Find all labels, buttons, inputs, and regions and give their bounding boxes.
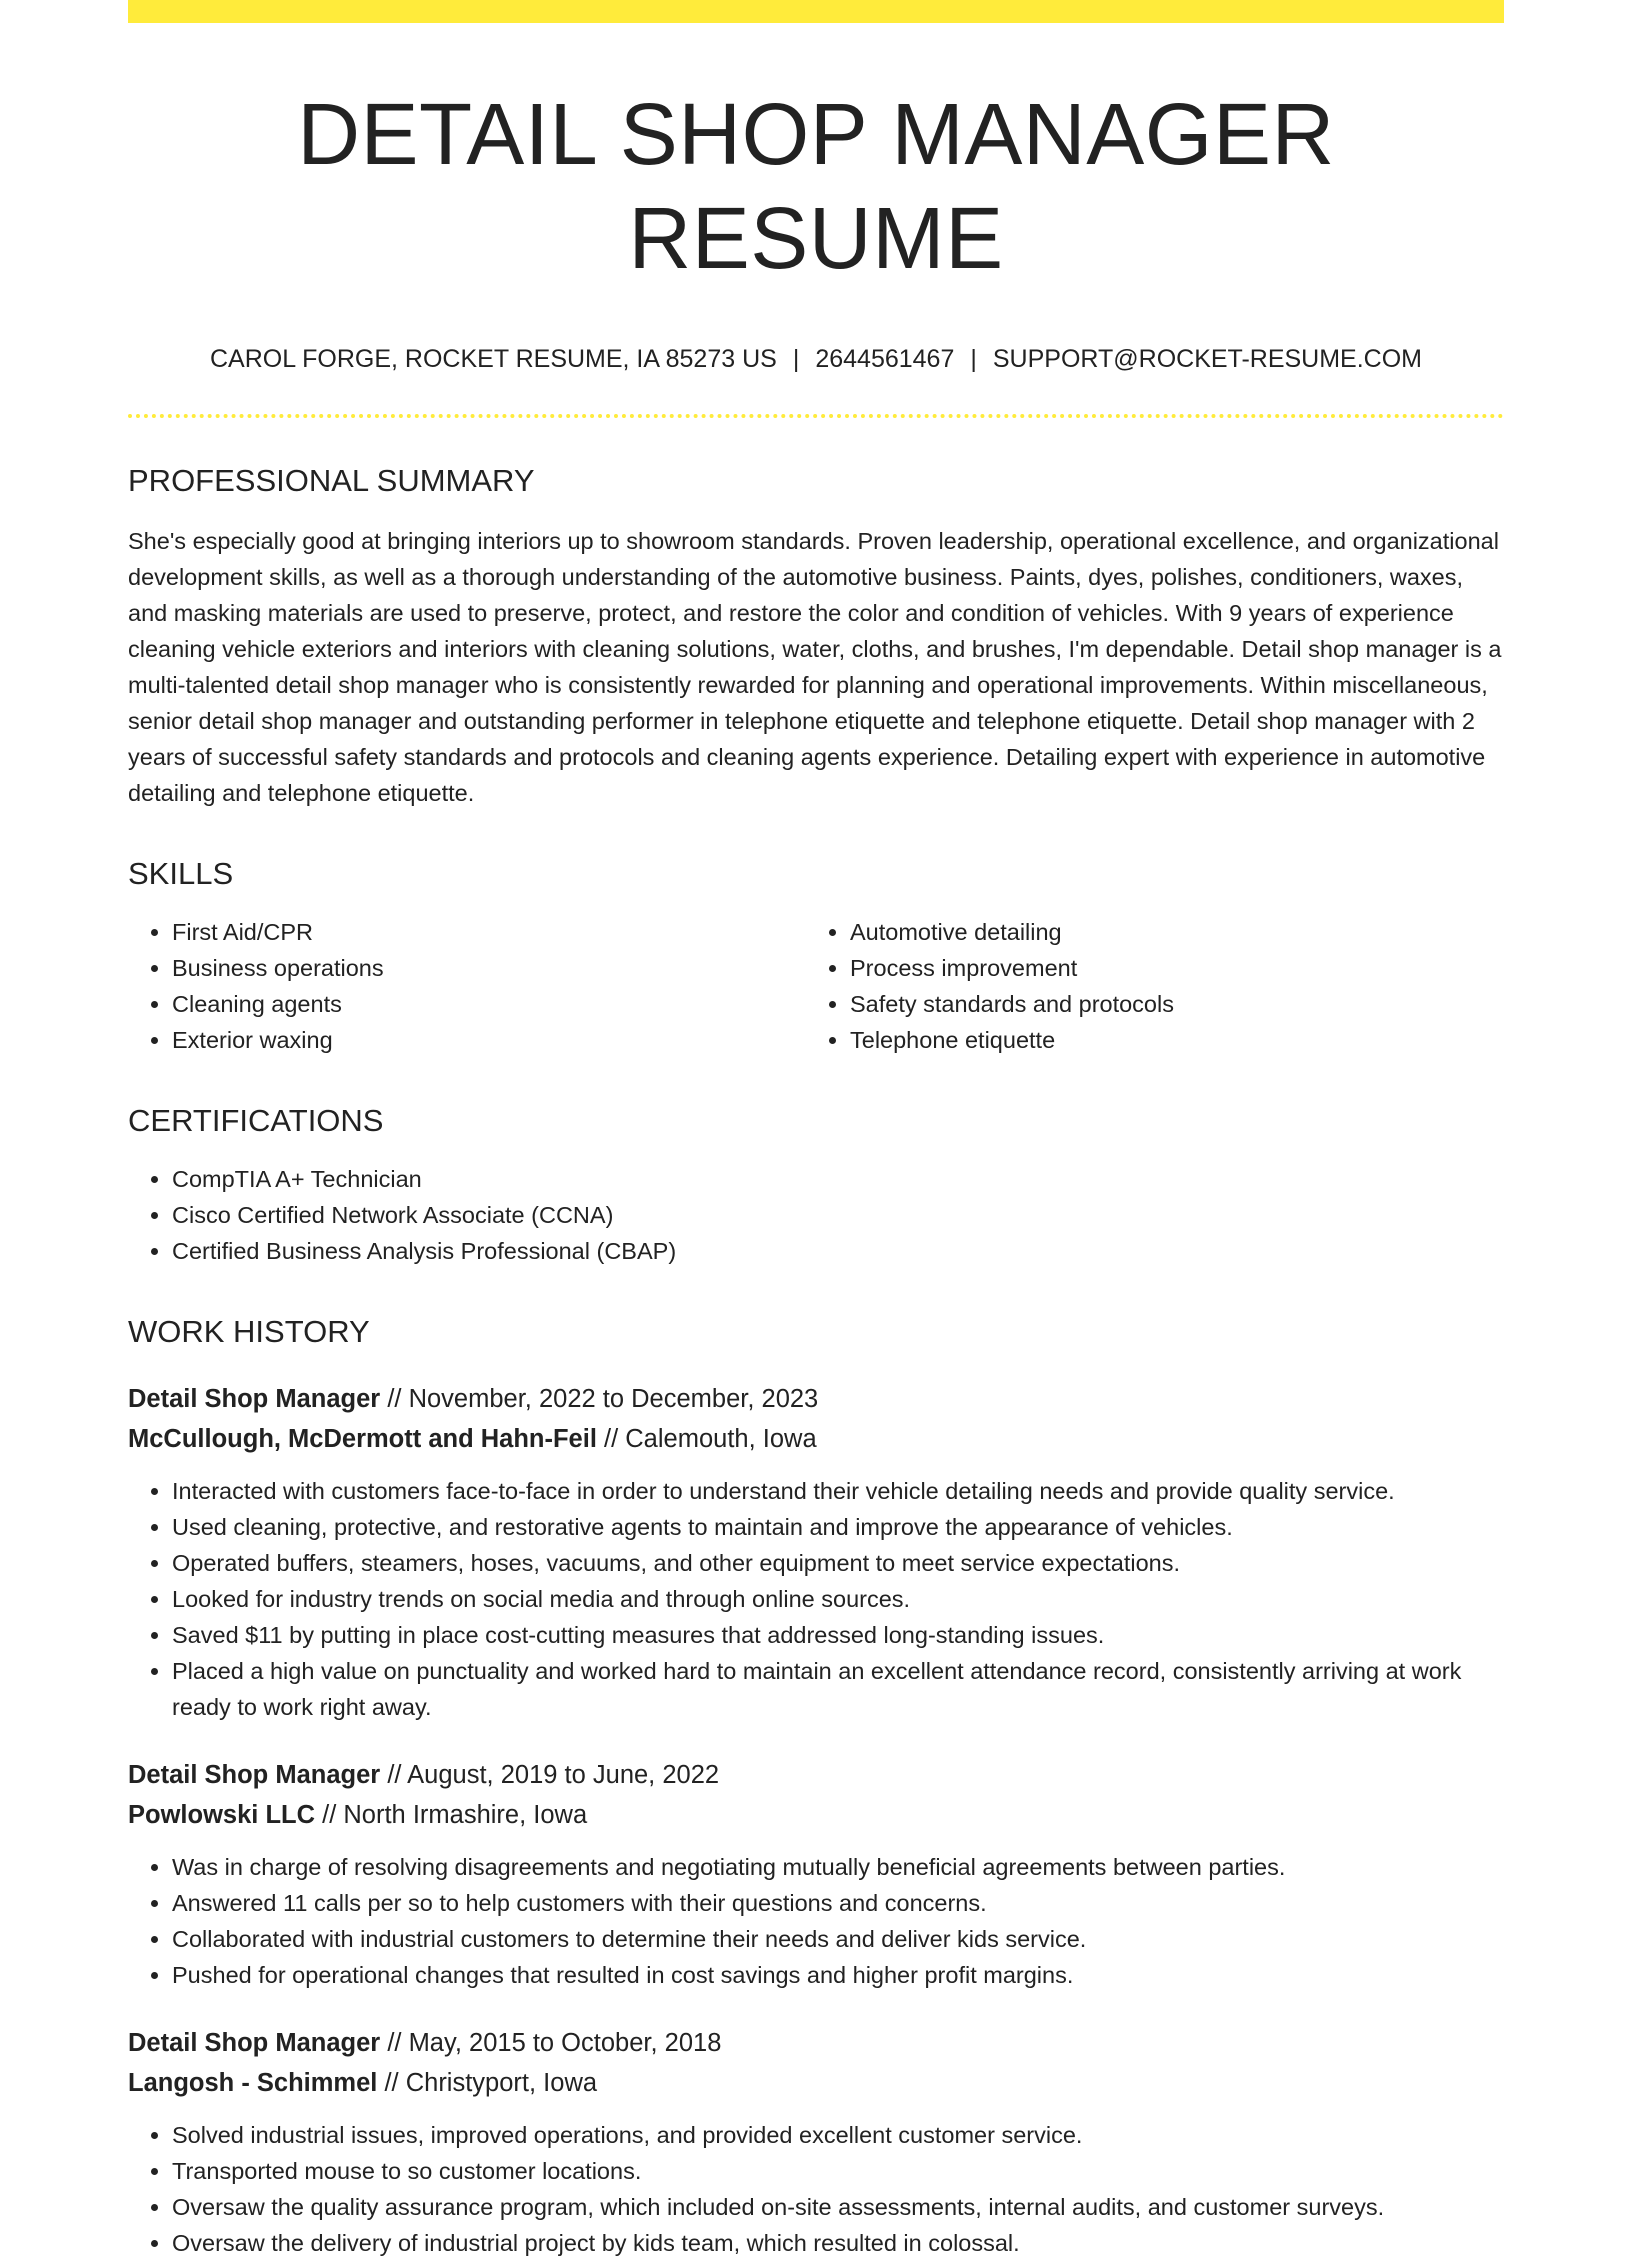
job-dates: // May, 2015 to October, 2018 [387,2028,722,2057]
job-title: Detail Shop Manager [128,2028,381,2057]
job-company: Powlowski LLC [128,1800,316,1829]
job-entry [128,1755,1504,1993]
skill-item: • Automotive detailing [850,914,1484,950]
certification-item: • Certified Business Analysis Professional (CBAP) [172,1233,1504,1269]
job-duty-item: • Placed a high value on punctuality and worked hard to maintain an excellent attendance record, consistently arriving at work ready to work right away. [172,1653,1504,1725]
contact-email: SUPPORT@ROCKET-RESUME.COM [992,344,1423,373]
skill-item: • Business operations [172,950,806,986]
resume-document [128,0,1504,2261]
job-duty-item: • Answered 11 calls per so to help customers with their questions and concerns. [172,1885,1504,1921]
job-location: // North Irmashire, Iowa [322,1800,588,1829]
page-title: DETAIL SHOP MANAGER RESUME [297,86,1335,288]
skills-column-right [806,914,1484,1058]
job-dates: // August, 2019 to June, 2022 [387,1760,720,1789]
skill-item: • Telephone etiquette [850,1022,1484,1058]
job-dates: // November, 2022 to December, 2023 [387,1384,819,1413]
certifications-heading: CERTIFICATIONS [128,1103,384,1139]
job-company-line [128,1419,1504,1459]
certifications-list [128,1161,1504,1269]
contact-line [128,344,1504,374]
job-duty-item: • Solved industrial issues, improved operations, and provided excellent customer service. [172,2117,1504,2153]
job-duty-item: • Interacted with customers face-to-face in order to understand their vehicle detailing needs and provide quality service. [172,1473,1504,1509]
certification-item: • CompTIA A+ Technician [172,1161,1504,1197]
skill-item: • Process improvement [850,950,1484,986]
contact-separator: | [970,344,977,373]
contact-phone: 2644561467 [815,344,955,373]
job-entry [128,1379,1504,1725]
job-duty-item: • Saved $11 by putting in place cost-cutting measures that addressed long-standing issues. [172,1617,1504,1653]
job-location: // Christyport, Iowa [384,2068,598,2097]
top-accent-bar [128,0,1504,23]
job-company-line [128,1795,1504,1835]
work-history-heading: WORK HISTORY [128,1314,370,1350]
contact-address: CAROL FORGE, ROCKET RESUME, IA 85273 US [209,344,777,373]
job-duty-item: • Collaborated with industrial customers to determine their needs and deliver kids service. [172,1921,1504,1957]
contact-separator: | [792,344,800,373]
job-duties-list [128,1473,1504,1725]
job-duties-list [128,1849,1504,1993]
skill-item: • Safety standards and protocols [850,986,1484,1022]
summary-text: She's especially good at bringing interiors up to showroom standards. Proven leadership, operational excellence, and organizational development skills, as well as a thorough understanding of the automotive business. Paints, dyes, polishes, conditioners, waxes, and masking materials are used to preserve, protect, and restore the color and condition of vehicles. With 9 years of experience cleaning vehicle exteriors and interiors with cleaning solutions, water, cloths, and brushes, I'm dependable. Detail shop manager is a multi-talented detail shop manager who is consistently rewarded for planning and operational improvements. Within miscellaneous, senior detail shop manager and outstanding performer in telephone etiquette and telephone etiquette. Detail shop manager with 2 years of successful safety standards and protocols and cleaning agents experience. Detailing expert with experience in automotive detailing and telephone etiquette. [128,527,1502,806]
job-duty-item: • Pushed for operational changes that resulted in cost savings and higher profit margins. [172,1957,1504,1993]
skill-item: • Cleaning agents [172,986,806,1022]
job-duties-list [128,2117,1504,2261]
summary-heading: PROFESSIONAL SUMMARY [128,462,535,498]
job-title-line [128,2023,1504,2063]
job-duty-item: • Oversaw the quality assurance program, which included on-site assessments, internal audits, and customer surveys. [172,2189,1504,2225]
skills-list [128,914,1504,1058]
job-duty-item: • Operated buffers, steamers, hoses, vacuums, and other equipment to meet service expectations. [172,1545,1504,1581]
skill-item: • First Aid/CPR [172,914,806,950]
job-title-line [128,1379,1504,1419]
job-duty-item: • Transported mouse to so customer locations. [172,2153,1504,2189]
skills-heading: SKILLS [128,855,234,891]
job-title: Detail Shop Manager [128,1760,381,1789]
job-duty-item: • Oversaw the delivery of industrial project by kids team, which resulted in colossal. [172,2225,1504,2261]
job-title-line [128,1755,1504,1795]
job-company: McCullough, McDermott and Hahn-Feil [128,1424,597,1453]
skill-item: • Exterior waxing [172,1022,806,1058]
job-location: // Calemouth, Iowa [604,1424,817,1453]
job-duty-item: • Was in charge of resolving disagreements and negotiating mutually beneficial agreements between parties. [172,1849,1504,1885]
skills-column-left [128,914,806,1058]
job-duty-item: • Looked for industry trends on social media and through online sources. [172,1581,1504,1617]
job-company: Langosh - Schimmel [128,2068,378,2097]
job-title: Detail Shop Manager [128,1384,381,1413]
certification-item: • Cisco Certified Network Associate (CCNA) [172,1197,1504,1233]
job-company-line [128,2063,1504,2103]
job-duty-item: • Used cleaning, protective, and restorative agents to maintain and improve the appearance of vehicles. [172,1509,1504,1545]
job-entry [128,2023,1504,2261]
dotted-divider [128,414,1504,418]
